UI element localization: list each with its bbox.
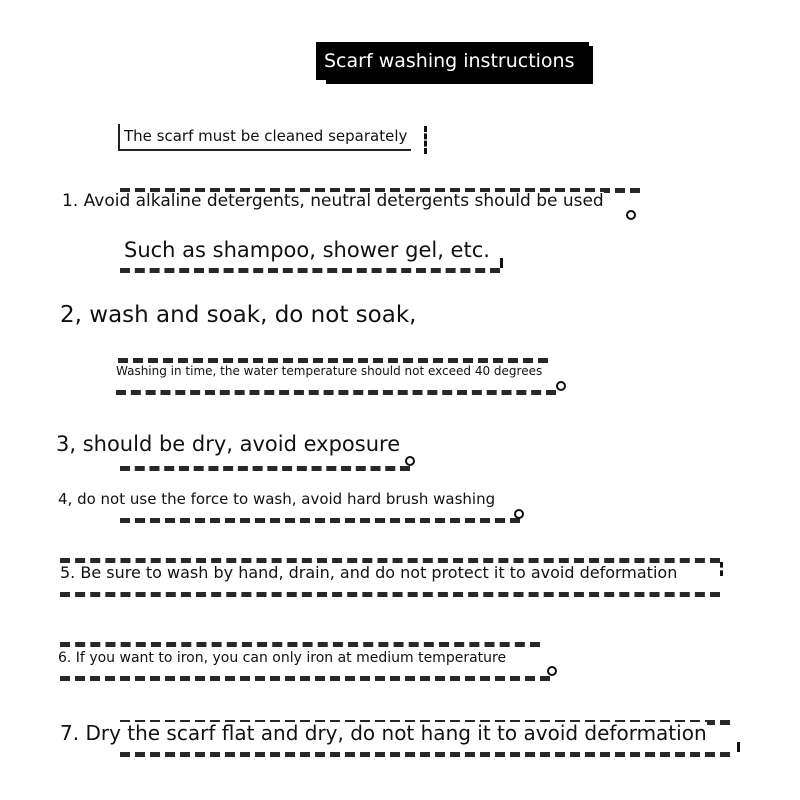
ghost-stroke	[60, 676, 550, 681]
instruction-item-2-detail: Washing in time, the water temperature should not exceed 40 degrees	[116, 364, 543, 378]
comma-mark	[737, 742, 743, 752]
ghost-stroke	[60, 592, 720, 597]
ghost-stroke	[116, 390, 556, 395]
period-mark	[514, 509, 524, 519]
ghost-stroke	[60, 642, 540, 647]
ghost-stroke	[120, 268, 500, 273]
page-title: Scarf washing instructions	[316, 42, 583, 80]
instruction-item-1: 1. Avoid alkaline detergents, neutral detergents should be used	[62, 191, 604, 211]
instruction-item-5: 5. Be sure to wash by hand, drain, and do not protect it to avoid deformation	[60, 563, 678, 582]
ghost-stroke	[120, 466, 410, 471]
period-mark	[405, 456, 415, 466]
period-mark	[626, 210, 636, 220]
instruction-item-1-detail: Such as shampoo, shower gel, etc.	[124, 238, 490, 262]
period-mark	[547, 666, 557, 676]
ghost-stroke	[118, 358, 548, 363]
semicolon-mark	[720, 562, 726, 576]
period-mark	[556, 381, 566, 391]
ghost-stroke	[120, 518, 520, 523]
instruction-item-4: 4, do not use the force to wash, avoid hard brush washing	[58, 490, 496, 508]
instruction-item-7: 7. Dry the scarf flat and dry, do not hang it to avoid deformation	[60, 721, 707, 745]
intro-note: The scarf must be cleaned separately	[118, 124, 411, 151]
comma-mark	[500, 258, 506, 268]
ghost-stroke	[120, 752, 730, 757]
instruction-item-2: 2, wash and soak, do not soak,	[60, 302, 417, 328]
instruction-item-3: 3, should be dry, avoid exposure	[56, 432, 401, 456]
instruction-item-6: 6. If you want to iron, you can only iron at medium temperature	[58, 650, 507, 666]
